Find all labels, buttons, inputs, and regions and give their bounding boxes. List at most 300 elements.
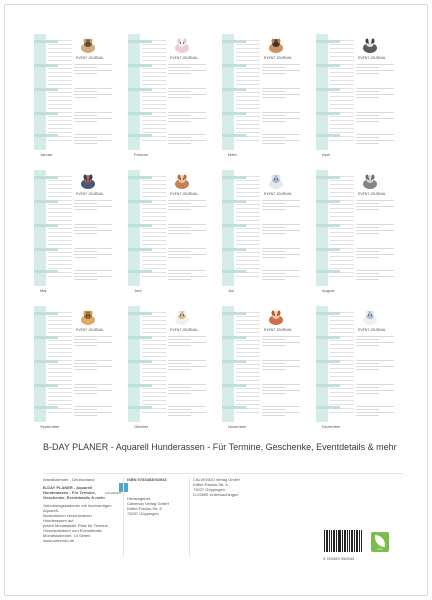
day-line [142, 392, 166, 393]
publisher-line-3: D-02859 Unterwachingen [193, 492, 239, 497]
day-line [48, 44, 72, 45]
publisher-block [193, 477, 263, 497]
day-line [142, 348, 166, 349]
day-line [142, 104, 166, 105]
event-block [74, 200, 112, 212]
month-page-thumbnail [34, 306, 116, 422]
event-block [262, 384, 300, 396]
event-block [356, 112, 394, 124]
section-separator [316, 224, 340, 227]
day-line [142, 196, 166, 197]
day-line [330, 252, 354, 253]
day-line [142, 344, 166, 345]
event-block [356, 406, 394, 418]
day-line [330, 108, 354, 109]
day-line [142, 120, 166, 121]
day-line [330, 260, 354, 261]
section-separator [34, 176, 58, 179]
day-line [48, 104, 72, 105]
day-line [48, 188, 72, 189]
day-line [48, 180, 72, 181]
day-line [330, 96, 354, 97]
day-line [236, 244, 260, 245]
day-line [330, 84, 354, 85]
day-line [236, 348, 260, 349]
day-line [236, 232, 260, 233]
day-line [236, 184, 260, 185]
day-line [48, 80, 72, 81]
day-line [48, 352, 72, 353]
day-line [330, 320, 354, 321]
section-separator [34, 336, 58, 339]
day-line [330, 396, 354, 397]
section-separator [222, 176, 246, 179]
event-block [262, 88, 300, 100]
day-line [142, 364, 166, 365]
day-line [48, 100, 72, 101]
day-line [236, 100, 260, 101]
day-line [142, 388, 166, 389]
event-block [356, 248, 394, 260]
month-label: November [228, 424, 247, 429]
dog-illustration-icon [172, 37, 192, 55]
barcode-number: 9 783383 052543 [323, 556, 355, 561]
month-page-thumbnail [128, 306, 210, 422]
day-line [330, 184, 354, 185]
eco-leaf-icon [375, 535, 385, 547]
page-accent-strip [128, 170, 140, 286]
day-line [330, 120, 354, 121]
section-separator [128, 248, 152, 251]
month-label: Juli [228, 288, 235, 293]
day-line [236, 72, 260, 73]
day-line [142, 240, 166, 241]
day-line [330, 48, 354, 49]
month-label: Juni [134, 288, 142, 293]
page-accent-strip [316, 34, 328, 150]
section-separator [316, 134, 340, 137]
day-line [142, 188, 166, 189]
day-line [330, 232, 354, 233]
day-line [236, 372, 260, 373]
day-line [48, 124, 72, 125]
day-line [236, 364, 260, 365]
day-line [236, 380, 260, 381]
day-line [142, 216, 166, 217]
description-line-0: Geburtstagskalender mit hochwertigen Aquarell- [43, 503, 112, 513]
day-line [142, 108, 166, 109]
day-line [142, 276, 166, 277]
day-line [236, 320, 260, 321]
day-line [142, 256, 166, 257]
day-line [142, 128, 166, 129]
dog-illustration-icon [360, 173, 380, 191]
day-line [48, 368, 72, 369]
day-line [142, 316, 166, 317]
day-line [48, 332, 72, 333]
section-separator [222, 360, 246, 363]
section-separator [128, 224, 152, 227]
day-line [142, 44, 166, 45]
day-line [236, 276, 260, 277]
day-line [142, 264, 166, 265]
day-line [48, 84, 72, 85]
section-separator [316, 248, 340, 251]
day-line [236, 340, 260, 341]
event-block [262, 224, 300, 236]
day-line [236, 252, 260, 253]
day-line [330, 60, 354, 61]
section-separator [128, 200, 152, 203]
page-title: EVENT JOURNAL [76, 328, 104, 332]
day-line [330, 324, 354, 325]
section-separator [34, 270, 58, 273]
day-line [48, 96, 72, 97]
month-label: Dezember [322, 424, 341, 429]
day-line [236, 92, 260, 93]
day-line [236, 188, 260, 189]
page-accent-strip [34, 34, 46, 150]
day-line [48, 252, 72, 253]
day-line [142, 52, 166, 53]
section-separator [34, 134, 58, 137]
day-line [236, 316, 260, 317]
section-separator [128, 134, 152, 137]
vendor-line-2: Käthe-Paulus-Str. 6 [127, 506, 162, 511]
day-line [48, 196, 72, 197]
page-title: EVENT JOURNAL [170, 328, 198, 332]
section-separator [316, 406, 340, 409]
section-separator [34, 224, 58, 227]
section-separator [316, 88, 340, 91]
day-line [236, 180, 260, 181]
dog-illustration-icon [266, 37, 286, 55]
day-line [142, 412, 166, 413]
day-line [142, 252, 166, 253]
page-accent-strip [34, 170, 46, 286]
section-separator [222, 112, 246, 115]
product-text: B-DAY PLANER - Aquarell Hunderassen - Für Termine, Geschenke, Eventdetails & mehr [43, 485, 106, 500]
day-line [142, 212, 166, 213]
day-line [236, 264, 260, 265]
dog-illustration-icon [78, 173, 98, 191]
product-headline: B-DAY PLANER - Aquarell Hunderassen - Für Termine, Geschenke, Eventdetails & mehr [43, 442, 397, 452]
day-line [48, 400, 72, 401]
month-page-thumbnail [316, 306, 398, 422]
page-accent-strip [34, 306, 46, 422]
day-line [142, 80, 166, 81]
event-block [74, 64, 112, 76]
day-line [48, 140, 72, 141]
day-line [236, 108, 260, 109]
day-line [330, 340, 354, 341]
event-block [262, 248, 300, 260]
month-label: Januar [40, 152, 53, 157]
day-line [330, 180, 354, 181]
section-separator [34, 384, 58, 387]
day-line [236, 60, 260, 61]
month-page-thumbnail [128, 170, 210, 286]
day-line [48, 404, 72, 405]
day-line [236, 120, 260, 121]
day-line [142, 84, 166, 85]
page-title: EVENT JOURNAL [264, 328, 292, 332]
dog-illustration-icon [266, 173, 286, 191]
day-line [330, 400, 354, 401]
day-line [48, 344, 72, 345]
event-block [74, 134, 112, 146]
section-separator [222, 312, 246, 315]
page-title: EVENT JOURNAL [358, 328, 386, 332]
event-block [168, 112, 206, 124]
event-block [356, 384, 394, 396]
event-block [74, 248, 112, 260]
vendor-line-3: 73037 Göppingen [127, 511, 159, 516]
event-block [74, 224, 112, 236]
day-line [330, 264, 354, 265]
day-line [330, 348, 354, 349]
day-line [236, 324, 260, 325]
day-line [142, 236, 166, 237]
month-page-thumbnail [222, 170, 304, 286]
day-line [330, 344, 354, 345]
dog-illustration-icon [78, 37, 98, 55]
section-separator [222, 224, 246, 227]
month-label: August [322, 288, 335, 293]
day-line [236, 104, 260, 105]
day-line [330, 128, 354, 129]
event-block [168, 88, 206, 100]
dog-illustration-icon [360, 309, 380, 327]
vendor-line-0: Herausgeber: [127, 496, 152, 501]
eco-badge [371, 532, 389, 552]
day-line [330, 256, 354, 257]
day-line [330, 212, 354, 213]
day-line [142, 340, 166, 341]
day-line [330, 236, 354, 237]
day-line [142, 124, 166, 125]
day-line [236, 68, 260, 69]
day-line [236, 128, 260, 129]
day-line [48, 372, 72, 373]
day-line [48, 48, 72, 49]
day-line [142, 96, 166, 97]
day-line [142, 208, 166, 209]
month-page-thumbnail [34, 170, 116, 286]
section-separator [34, 40, 58, 43]
publisher-line-1: Käthe-Paulus-Str. 6 [193, 482, 228, 487]
day-line [330, 364, 354, 365]
day-line [142, 368, 166, 369]
event-block [262, 134, 300, 146]
event-block [168, 134, 206, 146]
section-separator [128, 360, 152, 363]
day-line [142, 372, 166, 373]
dog-illustration-icon [172, 309, 192, 327]
event-block [262, 112, 300, 124]
month-label: April [322, 152, 331, 157]
event-block [356, 224, 394, 236]
month-page-thumbnail [316, 34, 398, 150]
day-line [48, 264, 72, 265]
dog-illustration-icon [360, 37, 380, 55]
day-line [48, 184, 72, 185]
section-separator [128, 88, 152, 91]
day-line [48, 120, 72, 121]
day-line [330, 216, 354, 217]
day-line [236, 212, 260, 213]
event-block [168, 224, 206, 236]
month-page-thumbnail [128, 34, 210, 150]
day-line [48, 116, 72, 117]
section-separator [222, 406, 246, 409]
event-block [74, 88, 112, 100]
day-line [48, 324, 72, 325]
isbn-block [127, 477, 187, 516]
day-line [142, 68, 166, 69]
month-page-thumbnail [34, 34, 116, 150]
page-title: EVENT JOURNAL [76, 56, 104, 60]
event-block [74, 112, 112, 124]
day-line [48, 216, 72, 217]
info-divider [43, 473, 403, 474]
column-divider [189, 477, 190, 557]
month-label: September [40, 424, 60, 429]
vendor-line-1: Calvendo Verlag GmbH [127, 501, 170, 506]
barcode-icon [323, 530, 363, 558]
day-line [330, 240, 354, 241]
day-line [142, 404, 166, 405]
description-line-3: Geschenkideen und Eventdetails. [43, 528, 103, 533]
section-separator [316, 336, 340, 339]
day-line [142, 116, 166, 117]
event-block [168, 384, 206, 396]
day-line [236, 344, 260, 345]
day-line [330, 72, 354, 73]
day-line [236, 388, 260, 389]
dog-illustration-icon [172, 173, 192, 191]
day-line [48, 132, 72, 133]
section-separator [128, 40, 152, 43]
event-block [356, 200, 394, 212]
description-line-4: Monatskalender, 14 Seiten [43, 533, 91, 538]
section-separator [34, 312, 58, 315]
dog-illustration-icon [266, 309, 286, 327]
section-separator [222, 134, 246, 137]
day-line [142, 320, 166, 321]
day-line [236, 76, 260, 77]
month-label: Oktober [134, 424, 149, 429]
day-line [48, 340, 72, 341]
day-line [330, 188, 354, 189]
day-line [330, 104, 354, 105]
day-line [142, 48, 166, 49]
day-line [48, 396, 72, 397]
day-line [236, 216, 260, 217]
section-separator [222, 64, 246, 67]
event-block [356, 336, 394, 348]
day-line [330, 92, 354, 93]
day-line [236, 260, 260, 261]
day-line [48, 388, 72, 389]
day-line [330, 268, 354, 269]
day-line [142, 60, 166, 61]
section-separator [316, 270, 340, 273]
day-line [330, 208, 354, 209]
day-line [142, 180, 166, 181]
section-separator [128, 336, 152, 339]
section-separator [34, 360, 58, 363]
day-line [236, 400, 260, 401]
day-line [236, 204, 260, 205]
month-page-thumbnail [316, 170, 398, 286]
day-line [142, 244, 166, 245]
section-separator [316, 200, 340, 203]
day-line [330, 404, 354, 405]
day-line [330, 332, 354, 333]
day-line [330, 352, 354, 353]
day-line [142, 376, 166, 377]
day-line [330, 276, 354, 277]
day-line [142, 184, 166, 185]
event-block [168, 406, 206, 418]
day-line [48, 268, 72, 269]
section-separator [316, 40, 340, 43]
day-line [236, 332, 260, 333]
day-line [48, 52, 72, 53]
event-block [168, 248, 206, 260]
event-block [168, 64, 206, 76]
event-block [262, 270, 300, 282]
section-separator [34, 64, 58, 67]
day-line [330, 132, 354, 133]
day-line [142, 220, 166, 221]
day-line [330, 196, 354, 197]
section-separator [34, 200, 58, 203]
section-separator [128, 176, 152, 179]
day-line [142, 396, 166, 397]
day-line [48, 72, 72, 73]
event-block [356, 88, 394, 100]
product-description [43, 477, 115, 543]
day-line [142, 356, 166, 357]
day-line [48, 240, 72, 241]
day-line [330, 228, 354, 229]
day-line [330, 140, 354, 141]
month-label: Mai [40, 288, 47, 293]
day-line [48, 256, 72, 257]
day-line [142, 140, 166, 141]
event-block [262, 360, 300, 372]
day-line [142, 228, 166, 229]
day-line [330, 316, 354, 317]
event-block [168, 270, 206, 282]
day-line [236, 268, 260, 269]
day-line [330, 372, 354, 373]
day-line [48, 356, 72, 357]
day-line [142, 352, 166, 353]
day-line [48, 348, 72, 349]
section-separator [34, 112, 58, 115]
page-accent-strip [222, 170, 234, 286]
day-line [48, 208, 72, 209]
page-title: EVENT JOURNAL [76, 192, 104, 196]
event-block [262, 406, 300, 418]
page-title: EVENT JOURNAL [358, 192, 386, 196]
event-block [168, 336, 206, 348]
day-line [48, 232, 72, 233]
day-line [48, 276, 72, 277]
